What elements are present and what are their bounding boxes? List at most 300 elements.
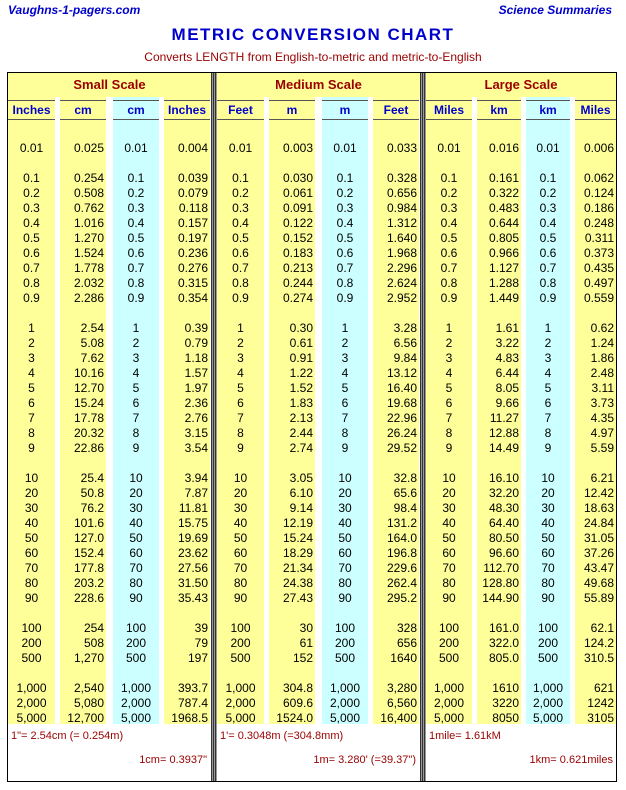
table-cell: 5,000 — [532, 711, 564, 725]
table-cell: 6 — [341, 396, 349, 410]
table-cell: 20.32 — [73, 426, 104, 440]
table-cell: 0.3 — [539, 201, 557, 215]
table-cell: 0.2 — [539, 186, 557, 200]
table-cell: 0.354 — [177, 291, 208, 305]
table-cell: 2.48 — [590, 366, 614, 380]
table-cell: 4 — [132, 366, 140, 380]
table-cell: 30 — [24, 501, 39, 515]
table-cell: 2,000 — [532, 696, 564, 710]
table-cell: 50 — [338, 531, 352, 545]
table-cell: 60 — [129, 546, 143, 560]
table-cell: 70 — [129, 561, 143, 575]
table-cell: 30 — [129, 501, 143, 515]
table-cell: 8 — [445, 426, 453, 440]
section-title: Large Scale — [426, 73, 616, 97]
table-cell: 100 — [125, 621, 147, 635]
column-header: Feet — [373, 100, 419, 120]
conversion-note: 1cm= 0.3937" — [139, 754, 207, 766]
table-cell: 203.2 — [73, 576, 104, 590]
table-cell: 20 — [24, 486, 39, 500]
table-cell: 70 — [338, 561, 352, 575]
table-cell: 16.40 — [386, 381, 417, 395]
table-cell: 0.1 — [336, 171, 354, 185]
column-feet-output — [373, 97, 419, 724]
table-cell: 7 — [544, 411, 552, 425]
section-medium-scale — [217, 73, 420, 781]
table-cell: 500 — [125, 651, 147, 665]
table-cell: 13.12 — [386, 366, 417, 380]
table-cell: 50 — [442, 531, 456, 545]
table-cell: 1 — [237, 321, 244, 335]
table-cell: 1.778 — [73, 261, 104, 275]
table-cell: 1.016 — [73, 216, 104, 230]
table-cell: 0.01 — [228, 141, 253, 155]
table-cell: 15.24 — [73, 396, 104, 410]
table-cell: 1.312 — [386, 216, 417, 230]
table-cell: 0.033 — [386, 141, 417, 155]
table-cell: 50 — [233, 531, 248, 545]
table-cell: 96.60 — [488, 546, 519, 560]
table-cell: 22.86 — [73, 441, 104, 455]
table-cell: 131.2 — [386, 516, 417, 530]
table-cell: 12.88 — [488, 426, 519, 440]
table-cell: 1,000 — [433, 681, 465, 695]
table-cell: 0.254 — [73, 171, 104, 185]
table-cell: 161.0 — [488, 621, 519, 635]
table-cell: 1.57 — [184, 366, 208, 380]
table-cell: 6.21 — [590, 471, 614, 485]
table-cell: 2.286 — [73, 291, 104, 305]
table-cell: 177.8 — [73, 561, 104, 575]
section-large-scale — [426, 73, 616, 781]
table-cell: 0.2 — [232, 186, 249, 200]
table-cell: 0.6 — [440, 246, 458, 260]
table-cell: 3 — [28, 351, 35, 365]
table-cell: 9 — [28, 441, 35, 455]
column-header: Inches — [8, 100, 55, 120]
table-cell: 0.3 — [232, 201, 249, 215]
table-cell: 3.22 — [495, 336, 519, 350]
table-cell: 2,000 — [225, 696, 256, 710]
table-cell: 20 — [338, 486, 352, 500]
table-cell: 3 — [445, 351, 453, 365]
column-header: Feet — [217, 100, 264, 120]
table-cell: 1.968 — [386, 246, 417, 260]
table-cell: 30 — [299, 621, 313, 635]
table-cell: 0.3 — [23, 201, 40, 215]
table-cell: 9 — [544, 441, 552, 455]
table-cell: 229.6 — [386, 561, 417, 575]
table-cell: 50 — [129, 531, 143, 545]
table-cell: 12.42 — [583, 486, 614, 500]
column-inches-output — [164, 97, 210, 724]
table-cell: 4 — [237, 366, 244, 380]
table-cell: 70 — [233, 561, 248, 575]
table-cell: 0.4 — [232, 216, 249, 230]
table-cell: 32.20 — [488, 486, 519, 500]
table-cell: 200 — [125, 636, 147, 650]
table-cell: 15.24 — [282, 531, 313, 545]
table-cell: 7.62 — [80, 351, 104, 365]
table-cell: 0.322 — [488, 186, 519, 200]
table-cell: 1.83 — [289, 396, 313, 410]
table-cell: 19.68 — [386, 396, 417, 410]
table-cell: 0.1 — [127, 171, 145, 185]
table-cell: 0.61 — [289, 336, 313, 350]
table-cell: 0.644 — [488, 216, 519, 230]
table-cell: 100 — [438, 621, 460, 635]
column-m-output — [269, 97, 315, 724]
table-cell: 17.78 — [73, 411, 104, 425]
table-cell: 2 — [341, 336, 349, 350]
table-cell: 609.6 — [282, 696, 313, 710]
table-cell: 60 — [442, 546, 456, 560]
table-cell: 3.05 — [289, 471, 313, 485]
table-cell: 0.373 — [583, 246, 614, 260]
conversion-note: 1'= 0.3048m (=304.8mm) — [220, 730, 344, 742]
table-cell: 6,560 — [386, 696, 417, 710]
table-cell: 200 — [438, 636, 460, 650]
table-cell: 4 — [445, 366, 453, 380]
table-cell: 0.656 — [386, 186, 417, 200]
column-header: cm — [113, 100, 159, 120]
table-cell: 1.97 — [184, 381, 208, 395]
table-cell: 1.52 — [289, 381, 313, 395]
table-cell: 3 — [341, 351, 349, 365]
table-cell: 0.7 — [23, 261, 40, 275]
table-cell: 1 — [132, 321, 140, 335]
table-cell: 1,000 — [120, 681, 152, 695]
table-cell: 196.8 — [386, 546, 417, 560]
page-subtitle: Converts LENGTH from English-to-metric and metric-to-English — [144, 50, 482, 64]
section-title: Small Scale — [8, 73, 211, 97]
table-cell: 1,000 — [532, 681, 564, 695]
table-cell: 5 — [237, 381, 244, 395]
table-cell: 30 — [541, 501, 555, 515]
table-cell: 39 — [194, 621, 208, 635]
table-cell: 12.19 — [282, 516, 313, 530]
table-cell: 310.5 — [583, 651, 614, 665]
table-cell: 0.6 — [127, 246, 145, 260]
table-cell: 1.524 — [73, 246, 104, 260]
table-cell: 152.4 — [73, 546, 104, 560]
table-cell: 228.6 — [73, 591, 104, 605]
table-cell: 1,000 — [16, 681, 47, 695]
table-cell: 0.6 — [23, 246, 40, 260]
table-cell: 2,000 — [329, 696, 361, 710]
table-cell: 0.01 — [437, 141, 461, 155]
table-cell: 8 — [28, 426, 35, 440]
table-cell: 31.05 — [583, 531, 614, 545]
table-cell: 0.079 — [177, 186, 208, 200]
table-cell: 0.7 — [336, 261, 354, 275]
table-cell: 0.7 — [127, 261, 145, 275]
table-cell: 4.83 — [495, 351, 519, 365]
table-cell: 30 — [442, 501, 456, 515]
table-cell: 0.124 — [583, 186, 614, 200]
table-cell: 0.9 — [23, 291, 40, 305]
conversion-note: 1m= 3.280' (=39.37") — [313, 754, 416, 766]
table-cell: 0.559 — [583, 291, 614, 305]
table-cell: 1.24 — [590, 336, 614, 350]
table-cell: 0.966 — [488, 246, 519, 260]
table-cell: 5,000 — [225, 711, 256, 725]
table-cell: 500 — [334, 651, 356, 665]
table-cell: 27.43 — [282, 591, 313, 605]
table-cell: 0.4 — [539, 216, 557, 230]
table-cell: 0.2 — [23, 186, 40, 200]
conversion-notes — [8, 725, 211, 781]
table-cell: 90 — [129, 591, 143, 605]
table-cell: 262.4 — [386, 576, 417, 590]
table-cell: 0.274 — [282, 291, 313, 305]
table-cell: 0.62 — [590, 321, 614, 335]
table-cell: 8 — [341, 426, 349, 440]
table-cell: 2 — [237, 336, 244, 350]
table-cell: 5,000 — [120, 711, 152, 725]
table-cell: 0.8 — [232, 276, 249, 290]
column-header: cm — [60, 100, 106, 120]
table-cell: 70 — [442, 561, 456, 575]
table-cell: 322.0 — [488, 636, 519, 650]
table-cell: 90 — [541, 591, 555, 605]
table-cell: 11.27 — [489, 411, 519, 425]
table-cell: 60 — [233, 546, 248, 560]
table-cell: 197 — [187, 651, 208, 665]
table-cell: 0.197 — [177, 231, 208, 245]
table-cell: 8050 — [492, 711, 519, 725]
table-cell: 0.006 — [583, 141, 614, 155]
table-cell: 1.61 — [495, 321, 519, 335]
table-cell: 7 — [28, 411, 35, 425]
conversion-chart — [7, 72, 617, 782]
table-cell: 18.29 — [282, 546, 313, 560]
table-cell: 1 — [28, 321, 35, 335]
table-cell: 101.6 — [73, 516, 104, 530]
table-cell: 26.24 — [386, 426, 417, 440]
table-cell: 65.6 — [393, 486, 417, 500]
table-cell: 23.62 — [177, 546, 208, 560]
table-cell: 1,000 — [329, 681, 361, 695]
table-cell: 393.7 — [177, 681, 208, 695]
column-miles-output — [575, 97, 616, 724]
table-cell: 60 — [338, 546, 352, 560]
table-cell: 90 — [233, 591, 248, 605]
table-cell: 1.288 — [488, 276, 519, 290]
table-cell: 60 — [24, 546, 39, 560]
table-cell: 5.59 — [590, 441, 614, 455]
table-cell: 80 — [233, 576, 248, 590]
table-cell: 70 — [24, 561, 39, 575]
table-cell: 508 — [83, 636, 104, 650]
table-cell: 1610 — [492, 681, 519, 695]
table-cell: 16,400 — [380, 711, 417, 725]
table-cell: 5 — [445, 381, 453, 395]
table-cell: 2 — [132, 336, 140, 350]
column-header: km — [477, 100, 521, 120]
table-cell: 0.315 — [177, 276, 208, 290]
table-cell: 80 — [541, 576, 555, 590]
table-cell: 0.1 — [232, 171, 249, 185]
table-cell: 9.84 — [393, 351, 417, 365]
table-cell: 5 — [132, 381, 140, 395]
table-cell: 0.9 — [440, 291, 458, 305]
table-cell: 0.118 — [178, 201, 208, 215]
table-cell: 80 — [129, 576, 143, 590]
table-cell: 1.449 — [488, 291, 519, 305]
table-cell: 43.47 — [583, 561, 614, 575]
table-cell: 0.039 — [177, 171, 208, 185]
table-cell: 0.8 — [23, 276, 40, 290]
table-cell: 0.6 — [336, 246, 354, 260]
site-name: Vaughns-1-pagers.com — [8, 3, 141, 17]
table-cell: 0.016 — [488, 141, 519, 155]
table-cell: 0.805 — [488, 231, 519, 245]
table-cell: 621 — [593, 681, 614, 695]
site-category: Science Summaries — [498, 3, 612, 17]
page-title: METRIC CONVERSION CHART — [171, 25, 455, 44]
table-cell: 500 — [438, 651, 460, 665]
table-cell: 40 — [541, 516, 555, 530]
table-cell: 70 — [541, 561, 555, 575]
table-cell: 1.127 — [488, 261, 519, 275]
table-cell: 10 — [129, 471, 143, 485]
table-cell: 6 — [445, 396, 453, 410]
conversion-note: 1mile= 1.61kM — [429, 730, 501, 742]
conversion-notes — [217, 725, 420, 781]
conversion-note: 1"= 2.54cm (= 0.254m) — [11, 730, 124, 742]
table-cell: 32.8 — [393, 471, 417, 485]
table-cell: 40 — [233, 516, 248, 530]
section-title: Medium Scale — [217, 73, 420, 97]
table-cell: 0.9 — [232, 291, 249, 305]
table-cell: 7 — [341, 411, 349, 425]
table-cell: 0.9 — [127, 291, 145, 305]
table-cell: 1.18 — [184, 351, 208, 365]
table-cell: 0.8 — [127, 276, 145, 290]
table-cell: 62.1 — [590, 621, 614, 635]
table-cell: 1.270 — [73, 231, 104, 245]
table-cell: 0.213 — [282, 261, 313, 275]
table-cell: 0.025 — [73, 141, 104, 155]
table-cell: 16.10 — [488, 471, 519, 485]
table-cell: 500 — [21, 651, 42, 665]
table-cell: 1968.5 — [171, 711, 208, 725]
column-cm-input — [113, 97, 159, 724]
table-cell: 0.003 — [282, 141, 313, 155]
table-cell: 20 — [129, 486, 143, 500]
table-cell: 5,000 — [329, 711, 361, 725]
column-header: km — [526, 100, 570, 120]
table-cell: 200 — [21, 636, 42, 650]
table-cell: 27.56 — [177, 561, 208, 575]
table-cell: 6 — [237, 396, 244, 410]
table-cell: 0.157 — [177, 216, 208, 230]
table-cell: 2.952 — [386, 291, 417, 305]
table-cell: 0.762 — [73, 201, 104, 215]
table-cell: 8 — [544, 426, 552, 440]
table-cell: 0.984 — [386, 201, 417, 215]
table-cell: 0.244 — [282, 276, 313, 290]
table-cell: 9 — [132, 441, 140, 455]
table-cell: 6.10 — [289, 486, 313, 500]
table-cell: 124.2 — [583, 636, 614, 650]
table-cell: 164.0 — [386, 531, 417, 545]
table-cell: 64.40 — [488, 516, 519, 530]
table-cell: 8 — [132, 426, 140, 440]
table-cell: 0.091 — [282, 201, 313, 215]
table-cell: 76.2 — [80, 501, 104, 515]
table-cell: 0.2 — [336, 186, 354, 200]
column-m-input — [322, 97, 368, 724]
table-cell: 5 — [341, 381, 349, 395]
table-cell: 4.35 — [590, 411, 614, 425]
table-cell: 1524.0 — [276, 711, 313, 725]
table-cell: 9.66 — [495, 396, 519, 410]
table-cell: 0.5 — [336, 231, 354, 245]
table-cell: 90 — [24, 591, 39, 605]
table-cell: 24.84 — [583, 516, 614, 530]
table-cell: 4.97 — [590, 426, 614, 440]
table-cell: 500 — [537, 651, 559, 665]
table-cell: 0.062 — [583, 171, 614, 185]
table-cell: 1.640 — [386, 231, 417, 245]
table-cell: 2,000 — [433, 696, 465, 710]
table-cell: 0.7 — [440, 261, 458, 275]
table-cell: 10.16 — [73, 366, 104, 380]
table-cell: 20 — [233, 486, 248, 500]
table-cell: 0.91 — [289, 351, 313, 365]
table-cell: 7 — [445, 411, 453, 425]
table-cell: 2.032 — [73, 276, 104, 290]
table-cell: 0.4 — [440, 216, 458, 230]
table-cell: 0.1 — [23, 171, 40, 185]
table-cell: 0.9 — [539, 291, 557, 305]
table-cell: 21.34 — [282, 561, 313, 575]
table-cell: 10 — [338, 471, 352, 485]
table-cell: 4 — [341, 366, 349, 380]
table-cell: 500 — [230, 651, 251, 665]
table-cell: 0.8 — [539, 276, 557, 290]
table-cell: 0.186 — [583, 201, 614, 215]
table-cell: 0.01 — [19, 141, 44, 155]
table-cell: 0.435 — [583, 261, 614, 275]
table-cell: 0.1 — [440, 171, 458, 185]
table-cell: 40 — [129, 516, 143, 530]
table-cell: 6 — [544, 396, 552, 410]
table-cell: 0.5 — [539, 231, 557, 245]
table-cell: 55.89 — [583, 591, 614, 605]
table-cell: 98.4 — [393, 501, 417, 515]
table-cell: 1,000 — [225, 681, 256, 695]
table-cell: 2 — [28, 336, 35, 350]
table-cell: 30 — [233, 501, 248, 515]
table-cell: 200 — [230, 636, 251, 650]
table-cell: 3 — [132, 351, 140, 365]
table-cell: 0.161 — [488, 171, 519, 185]
table-cell: 0.6 — [539, 246, 557, 260]
table-cell: 7 — [132, 411, 140, 425]
table-cell: 1,270 — [73, 651, 104, 665]
table-cell: 3 — [237, 351, 244, 365]
table-cell: 3.28 — [393, 321, 417, 335]
table-cell: 40 — [338, 516, 352, 530]
table-cell: 0.311 — [584, 231, 614, 245]
column-header: Inches — [164, 100, 210, 120]
table-cell: 2.74 — [289, 441, 313, 455]
table-cell: 0.4 — [23, 216, 40, 230]
table-cell: 0.248 — [583, 216, 614, 230]
